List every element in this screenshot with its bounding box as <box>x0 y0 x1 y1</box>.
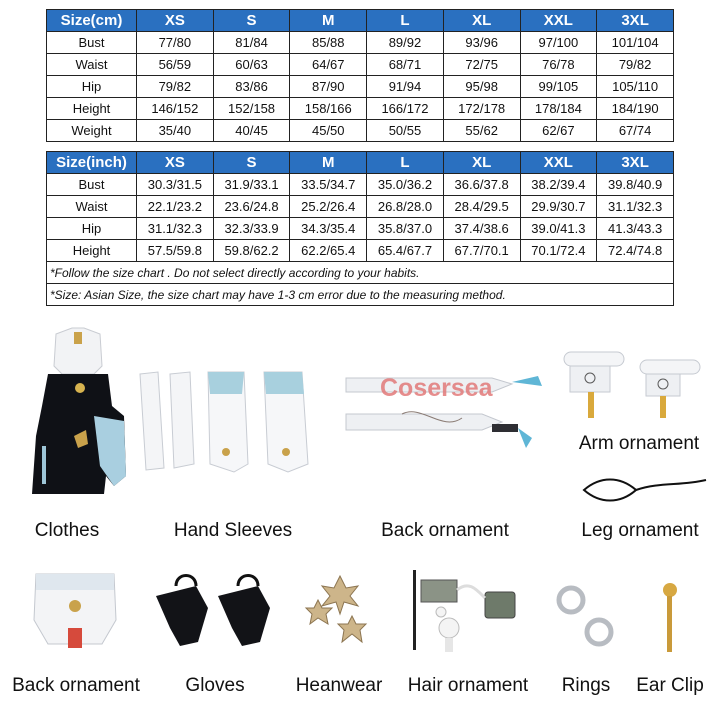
table-row <box>47 196 674 218</box>
row-label: Height <box>47 98 137 120</box>
item-label-hair-ornament: Hair ornament <box>407 675 529 696</box>
table-cell: 89/92 <box>367 32 444 54</box>
table-row <box>47 240 674 262</box>
table-cell: 60/63 <box>213 54 290 76</box>
hand-sleeves-image <box>138 368 318 474</box>
table-cell: 65.4/67.7 <box>367 240 444 262</box>
table-cell: 62.2/65.4 <box>290 240 367 262</box>
table-cell: 79/82 <box>137 76 214 98</box>
header-cell: M <box>290 10 367 32</box>
item-label-leg-ornament: Leg ornament <box>581 520 699 541</box>
item-label-back-ornament-2: Back ornament <box>12 675 140 696</box>
header-cell: L <box>367 10 444 32</box>
table-cell: 83/86 <box>213 76 290 98</box>
size-note: *Size: Asian Size, the size chart may have 1-3 cm error due to the measuring method. <box>47 284 674 306</box>
headwear-image <box>300 570 380 650</box>
table-cell: 72/75 <box>443 54 520 76</box>
table-cell: 72.4/74.8 <box>597 240 674 262</box>
table-cell: 45/50 <box>290 120 367 142</box>
table-note-row <box>47 284 674 306</box>
table-cell: 81/84 <box>213 32 290 54</box>
row-label: Bust <box>47 32 137 54</box>
table-cell: 105/110 <box>597 76 674 98</box>
table-cell: 97/100 <box>520 32 597 54</box>
table-cell: 35.8/37.0 <box>367 218 444 240</box>
table-cell: 76/78 <box>520 54 597 76</box>
table-row <box>47 54 674 76</box>
watermark-text: Cosersea <box>380 374 493 402</box>
item-label-rings: Rings <box>561 675 611 696</box>
table-cell: 39.0/41.3 <box>520 218 597 240</box>
table-cell: 158/166 <box>290 98 367 120</box>
size-chart-inch <box>46 151 674 306</box>
table-row <box>47 76 674 98</box>
table-cell: 62/67 <box>520 120 597 142</box>
arm-ornament-image <box>560 348 710 420</box>
table-cell: 22.1/23.2 <box>137 196 214 218</box>
table-cell: 41.3/43.3 <box>597 218 674 240</box>
table-cell: 99/105 <box>520 76 597 98</box>
header-cell: S <box>213 152 290 174</box>
row-label: Waist <box>47 54 137 76</box>
table-cell: 38.2/39.4 <box>520 174 597 196</box>
size-chart-cm <box>46 9 674 142</box>
table-cell: 172/178 <box>443 98 520 120</box>
gloves-image <box>146 568 281 650</box>
table-cell: 28.4/29.5 <box>443 196 520 218</box>
item-label-arm-ornament: Arm ornament <box>578 433 700 454</box>
table-cell: 31.1/32.3 <box>137 218 214 240</box>
row-label: Weight <box>47 120 137 142</box>
table-cell: 95/98 <box>443 76 520 98</box>
table-cell: 166/172 <box>367 98 444 120</box>
table-header-row <box>47 152 674 174</box>
table-cell: 57.5/59.8 <box>137 240 214 262</box>
table-cell: 35/40 <box>137 120 214 142</box>
table-cell: 93/96 <box>443 32 520 54</box>
item-label-back-ornament: Back ornament <box>381 520 509 541</box>
table-cell: 152/158 <box>213 98 290 120</box>
table-cell: 146/152 <box>137 98 214 120</box>
table-cell: 39.8/40.9 <box>597 174 674 196</box>
header-cell: L <box>367 152 444 174</box>
size-note: *Follow the size chart . Do not select directly according to your habits. <box>47 262 674 284</box>
header-cell: XXL <box>520 10 597 32</box>
ear-clip-image <box>650 580 690 656</box>
rings-image <box>553 582 619 652</box>
table-cell: 64/67 <box>290 54 367 76</box>
table-cell: 101/104 <box>597 32 674 54</box>
table-cell: 87/90 <box>290 76 367 98</box>
table-cell: 56/59 <box>137 54 214 76</box>
row-label: Height <box>47 240 137 262</box>
table-cell: 67.7/70.1 <box>443 240 520 262</box>
table-cell: 25.2/26.4 <box>290 196 367 218</box>
table-row <box>47 174 674 196</box>
table-cell: 32.3/33.9 <box>213 218 290 240</box>
table-cell: 36.6/37.8 <box>443 174 520 196</box>
table-header-row <box>47 10 674 32</box>
table-cell: 55/62 <box>443 120 520 142</box>
header-cell: 3XL <box>597 152 674 174</box>
item-label-gloves: Gloves <box>185 675 245 696</box>
table-cell: 31.1/32.3 <box>597 196 674 218</box>
item-label-clothes: Clothes <box>34 520 100 541</box>
table-cell: 77/80 <box>137 32 214 54</box>
table-cell: 85/88 <box>290 32 367 54</box>
table-cell: 29.9/30.7 <box>520 196 597 218</box>
table-cell: 79/82 <box>597 54 674 76</box>
header-cell: XL <box>443 152 520 174</box>
leg-ornament-image <box>580 474 710 514</box>
header-cell: XS <box>137 10 214 32</box>
table-cell: 50/55 <box>367 120 444 142</box>
header-cell: 3XL <box>597 10 674 32</box>
table-cell: 59.8/62.2 <box>213 240 290 262</box>
table-cell: 37.4/38.6 <box>443 218 520 240</box>
row-label: Waist <box>47 196 137 218</box>
table-cell: 30.3/31.5 <box>137 174 214 196</box>
header-cell: XXL <box>520 152 597 174</box>
clothes-image <box>28 326 128 496</box>
table-cell: 91/94 <box>367 76 444 98</box>
table-cell: 67/74 <box>597 120 674 142</box>
table-cell: 31.9/33.1 <box>213 174 290 196</box>
table-cell: 68/71 <box>367 54 444 76</box>
row-label: Hip <box>47 218 137 240</box>
header-cell: S <box>213 10 290 32</box>
table-cell: 178/184 <box>520 98 597 120</box>
item-label-ear-clip: Ear Clip <box>636 675 704 696</box>
back-ornament-bag-image <box>30 566 120 654</box>
table-cell: 35.0/36.2 <box>367 174 444 196</box>
table-row <box>47 32 674 54</box>
row-label: Bust <box>47 174 137 196</box>
header-cell: XS <box>137 152 214 174</box>
table-cell: 26.8/28.0 <box>367 196 444 218</box>
table-row <box>47 98 674 120</box>
table-row <box>47 218 674 240</box>
header-cell: Size(cm) <box>47 10 137 32</box>
table-note-row <box>47 262 674 284</box>
header-cell: XL <box>443 10 520 32</box>
table-cell: 40/45 <box>213 120 290 142</box>
item-label-hand-sleeves: Hand Sleeves <box>173 520 293 541</box>
item-label-headwear: Heanwear <box>295 675 383 696</box>
table-cell: 70.1/72.4 <box>520 240 597 262</box>
row-label: Hip <box>47 76 137 98</box>
table-cell: 184/190 <box>597 98 674 120</box>
table-cell: 34.3/35.4 <box>290 218 367 240</box>
table-row <box>47 120 674 142</box>
header-cell: Size(inch) <box>47 152 137 174</box>
hair-ornament-image <box>405 566 525 656</box>
table-cell: 23.6/24.8 <box>213 196 290 218</box>
header-cell: M <box>290 152 367 174</box>
table-cell: 33.5/34.7 <box>290 174 367 196</box>
